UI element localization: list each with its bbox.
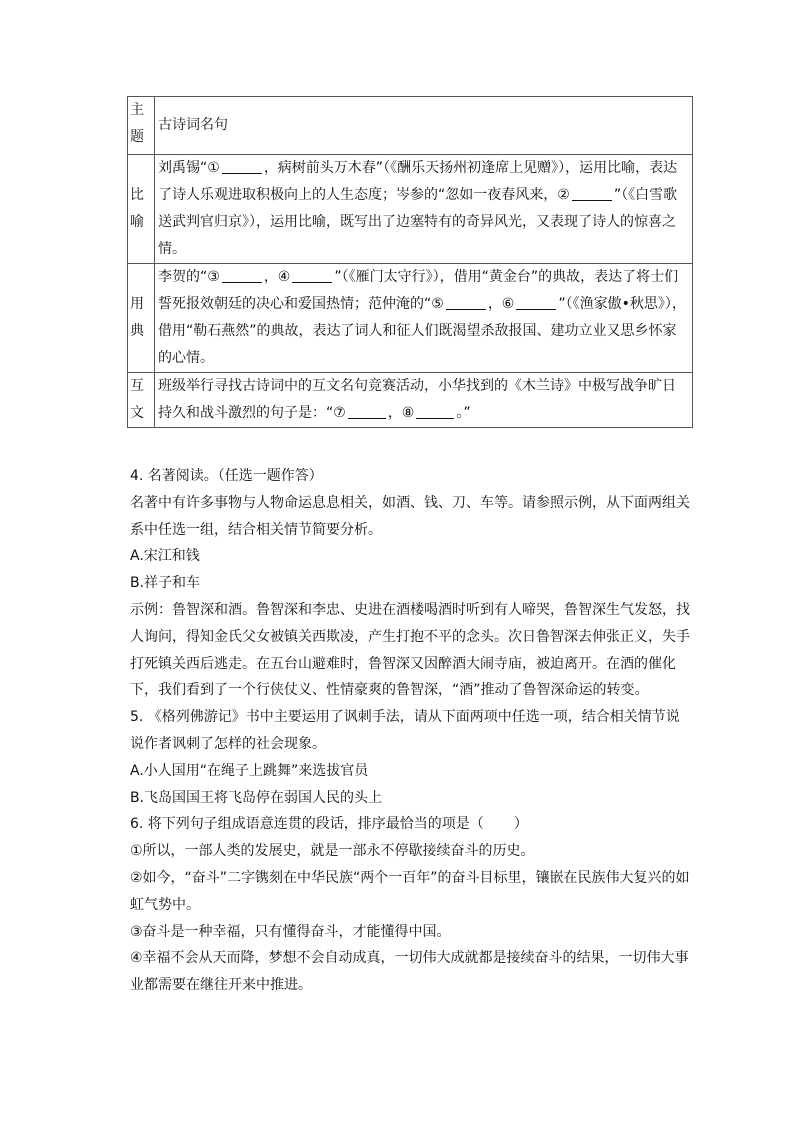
q5-option-a: A.小人国用“在绳子上跳舞”来选拔官员 xyxy=(130,762,369,779)
text-segment: ，⑧ xyxy=(387,405,415,421)
answer-blank-4[interactable] xyxy=(292,268,332,283)
answer-blank-7[interactable] xyxy=(348,404,386,419)
text-segment: ，⑥ xyxy=(487,296,515,312)
text-segment: ，④ xyxy=(263,269,291,285)
q4-title: 4. 名著阅读。（任选一题作答） xyxy=(130,468,323,484)
table-row xyxy=(128,373,693,428)
text-segment: ”（《渔家傲•秋思》），借用“勒石燕然”的典故，表达了词人和征人们既渴望杀敌报国、建功立业又思乡怀家的心情。 xyxy=(158,296,686,366)
text-segment: 班级举行寻找古诗词中的互文名句竞赛活动，小华找到的《木兰诗》中极写战争旷日持久和战斗激烈的句子是：“⑦ xyxy=(158,378,676,421)
table-header-row xyxy=(128,97,693,155)
text-segment: ，病树前头万木春”（《酬乐天扬州初逢席上见赠》），运用比喻，表达了诗人乐观进取积极向上的人生态度；岑参的“忽如一夜春风来，② xyxy=(158,160,678,203)
text-segment: ”（《雁门太守行》），借用“黄金台”的典故，表达了将士们誓死报效朝廷的决心和爱国热情；范仲淹的“⑤ xyxy=(158,269,679,312)
answer-blank-3[interactable] xyxy=(222,268,262,283)
q6-title-post: ） xyxy=(513,816,528,833)
row-content-metaphor xyxy=(155,155,693,264)
q6-sentence-4: ④幸福不会从天而降，梦想不会自动成真，一切伟大成就都是接续奋斗的结果，一切伟大事业都需要在继往开来中推进。 xyxy=(130,950,689,994)
answer-blank-1[interactable] xyxy=(222,159,262,174)
q4-option-a: A.宋江和钱 xyxy=(130,548,200,565)
q4-option-b: B.祥子和车 xyxy=(130,575,201,592)
text-segment: ”（《白雪歌送武判官归京》），运用比喻，既写出了边塞特有的奇异风光，又表现了诗人的惊喜之情。 xyxy=(158,187,678,257)
row-key-metaphor: 比喻 xyxy=(128,155,155,264)
q6-title-pre: 6. 将下列句子组成语意连贯的段话，排序最恰当的项是（ xyxy=(130,816,484,833)
text-segment: 刘禹锡“① xyxy=(158,160,220,176)
q5-title: 5. 《格列佛游记》书中主要运用了讽刺手法，请从下面两项中任选一项，结合相关情节说说作者讽刺了怎样的社会现象。 xyxy=(130,709,680,752)
answer-blank-2[interactable] xyxy=(572,186,612,201)
row-content-allusion xyxy=(155,264,693,373)
row-content-mutual-text xyxy=(155,373,693,428)
table-row xyxy=(128,264,693,373)
table-row xyxy=(128,155,693,264)
q6-sentence-1: ①所以，一部人类的发展史，就是一部永不停歇接续奋斗的历史。 xyxy=(130,843,535,860)
header-content-cell: 古诗词名句 xyxy=(155,97,693,155)
questions-body xyxy=(130,463,690,999)
poetry-table xyxy=(127,96,693,428)
answer-blank-8[interactable] xyxy=(416,404,454,419)
q6-title xyxy=(130,811,690,838)
answer-blank-6[interactable] xyxy=(516,295,556,310)
q4-example: 示例：鲁智深和酒。鲁智深和李忠、史进在酒楼喝酒时听到有人啼哭，鲁智深生气发怒，找人询问，得知金氏父女被镇关西欺凌，产生打抱不平的念头。次日鲁智深去伸张正义，失手打死镇关西后逃走。在五台山避难时，鲁智深又因醉酒大闹寺庙，被迫离开。在酒的催化下，我们看到了一个行侠仗义、性情豪爽的鲁智深，“酒”推动了鲁智深命运的转变。 xyxy=(130,601,690,699)
row-key-mutual-text: 互文 xyxy=(128,373,155,428)
text-segment: 。” xyxy=(456,405,471,421)
q4-intro: 名著中有许多事物与人物命运息息相关，如酒、钱、刀、车等。请参照示例，从下面两组关系中任选一组，结合相关情节简要分析。 xyxy=(130,494,690,538)
row-key-allusion: 用典 xyxy=(128,264,155,373)
text-segment: 李贺的“③ xyxy=(158,269,220,285)
q6-sentence-3: ③奋斗是一种幸福，只有懂得奋斗，才能懂得中国。 xyxy=(130,923,451,940)
answer-blank-5[interactable] xyxy=(446,295,486,310)
q6-sentence-2: ②如今，“奋斗”二字镌刻在中华民族“两个一百年”的奋斗目标里，镶嵌在民族伟大复兴的如虹气势中。 xyxy=(130,869,690,913)
header-theme-cell: 主题 xyxy=(128,97,155,155)
q5-option-b: B.飞岛国国王将飞岛停在弱国人民的头上 xyxy=(130,789,383,806)
